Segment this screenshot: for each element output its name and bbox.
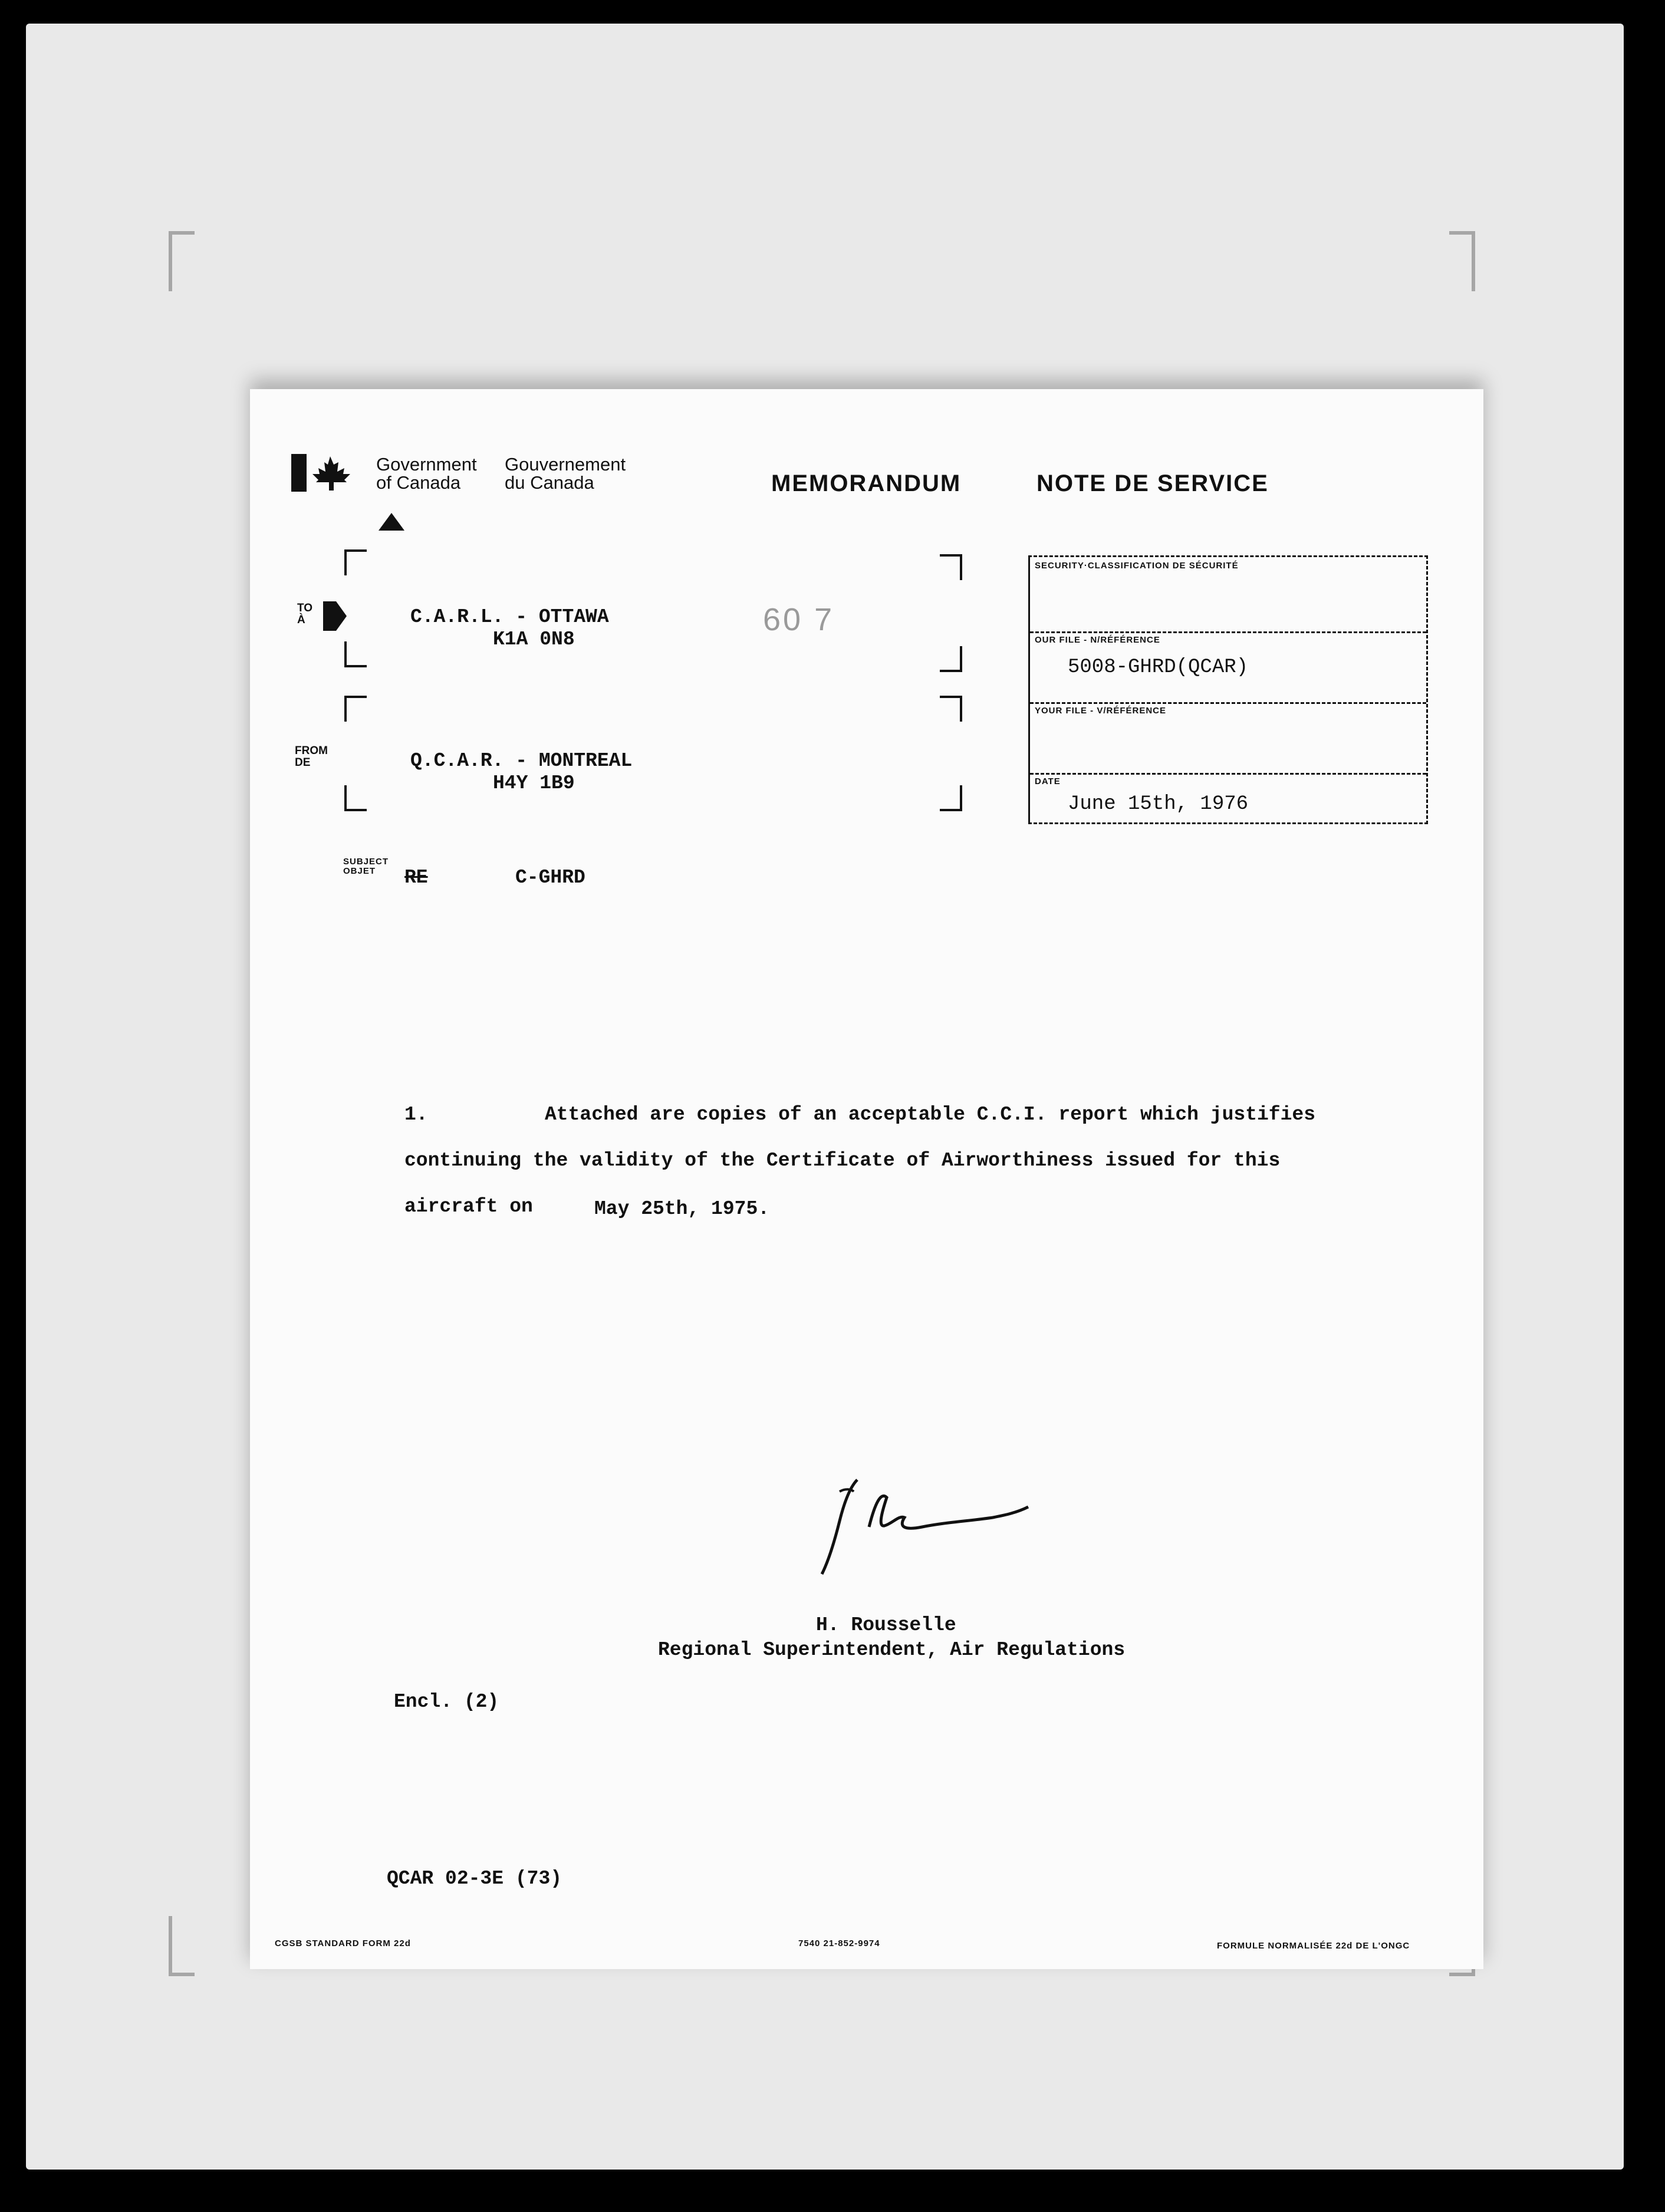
subject-label-line2: OBJET [343, 866, 376, 876]
memo-paper [250, 389, 1483, 1969]
box-divider [1030, 702, 1426, 704]
gov-fr-line2: du Canada [505, 472, 594, 493]
box-divider [1030, 773, 1426, 775]
subject-label [343, 857, 389, 876]
bracket [344, 641, 367, 667]
paragraph-number: 1. [404, 1104, 428, 1125]
our-file-label: OUR FILE - N/RÉFÉRENCE [1035, 635, 1160, 645]
from-line1: Q.C.A.R. - MONTREAL [410, 750, 633, 772]
date-label: DATE [1035, 776, 1061, 786]
gov-en-line1: Government [376, 454, 477, 475]
gov-fr-line1: Gouvernement [505, 454, 626, 475]
reference-box [1028, 555, 1428, 824]
triangle-mark-icon [374, 509, 409, 533]
bracket [344, 549, 367, 575]
footer-left: CGSB STANDARD FORM 22d [275, 1938, 411, 1948]
handwritten-signature [804, 1474, 1052, 1580]
to-line1: C.A.R.L. - OTTAWA [410, 606, 609, 628]
gov-name-en [376, 455, 477, 492]
box-divider [1030, 631, 1426, 633]
from-line2: H4Y 1B9 [493, 772, 575, 794]
footer-right: FORMULE NORMALISÉE 22d DE L'ONGC [1217, 1941, 1410, 1951]
bracket [344, 785, 367, 811]
canada-flag-icon [291, 454, 356, 492]
to-label [297, 603, 312, 626]
bracket [940, 554, 962, 580]
your-file-label: YOUR FILE - V/RÉFÉRENCE [1035, 706, 1167, 716]
bracket [344, 696, 367, 722]
bracket [940, 785, 962, 811]
date-value: June 15th, 1976 [1068, 793, 1249, 815]
our-file-value: 5008-GHRD(QCAR) [1068, 656, 1249, 679]
to-line2: K1A 0N8 [493, 628, 575, 650]
from-label-fr: DE [295, 756, 311, 769]
memo-title-fr: NOTE DE SERVICE [1036, 470, 1269, 496]
from-label [295, 745, 328, 769]
signer-name: H. Rousselle [816, 1614, 956, 1636]
footer-center: 7540 21-852-9974 [798, 1938, 880, 1948]
body-line2: continuing the validity of the Certificate of Airworthiness issued for this [404, 1150, 1281, 1171]
body-line1: Attached are copies of an acceptable C.C.I. report which justifies [545, 1104, 1316, 1125]
gov-name-fr [505, 455, 626, 492]
security-label: SECURITY·CLASSIFICATION DE SÉCURITÉ [1035, 561, 1239, 571]
subject-value: C-GHRD [515, 867, 585, 888]
to-label-fr: À [297, 614, 305, 626]
body-line3-start: aircraft on [404, 1196, 533, 1217]
from-label-en: FROM [295, 745, 328, 757]
body-line3-date: May 25th, 1975. [594, 1198, 770, 1220]
enclosure-note: Encl. (2) [394, 1691, 499, 1713]
crop-mark [169, 1916, 195, 1976]
bracket [940, 696, 962, 722]
arrow-right-icon [321, 595, 350, 637]
gov-en-line2: of Canada [376, 472, 461, 493]
memo-title-en: MEMORANDUM [771, 470, 962, 496]
subject-struck-text: RE [404, 867, 428, 888]
to-label-en: TO [297, 602, 313, 614]
bracket [940, 646, 962, 672]
crop-mark [1449, 231, 1475, 291]
subject-label-line1: SUBJECT [343, 857, 389, 867]
crop-mark [169, 231, 195, 291]
stamp-number: 60 7 [763, 602, 835, 637]
signer-title: Regional Superintendent, Air Regulations [658, 1639, 1126, 1661]
form-code: QCAR 02-3E (73) [387, 1868, 562, 1890]
